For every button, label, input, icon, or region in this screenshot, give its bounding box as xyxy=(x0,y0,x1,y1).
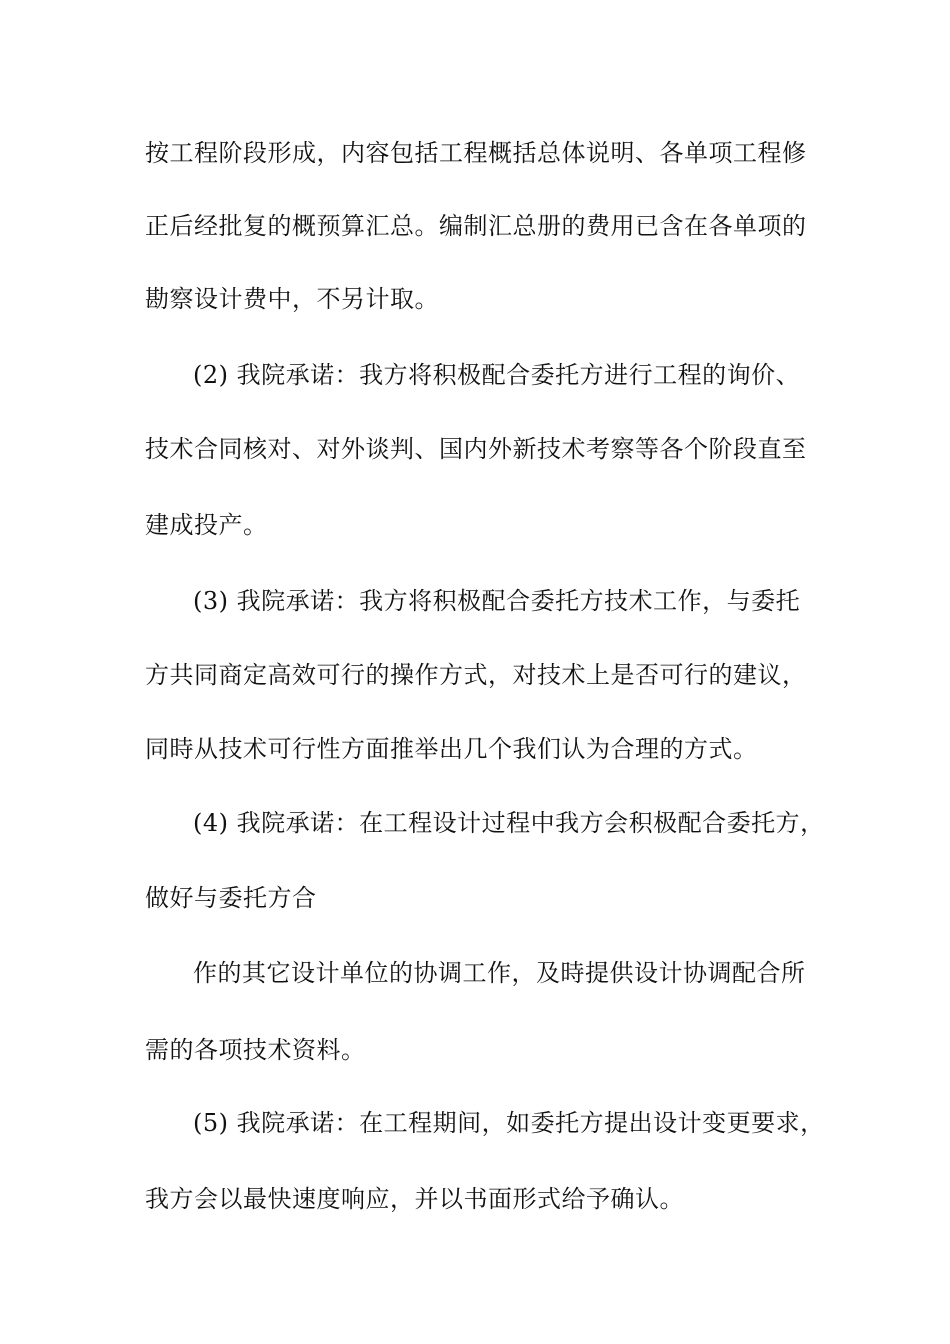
text-line: 建成投产。 xyxy=(145,511,268,539)
paragraph-3-start: (3) 我院承诺：我方将积极配合委托方技术工作，与委托 xyxy=(193,587,801,615)
text-line: 勘察设计费中，不另计取。 xyxy=(145,285,439,313)
text-line: 正后经批复的概预算汇总。编制汇总册的费用已含在各单项的 xyxy=(145,212,807,240)
paragraph-4-start: (4) 我院承诺：在工程设计过程中我方会积极配合委托方， xyxy=(193,809,825,837)
text-line: 我方会以最快速度响应，并以书面形式给予确认。 xyxy=(145,1185,684,1213)
text-line: 做好与委托方合 xyxy=(145,884,317,912)
paragraph-2-start: (2) 我院承诺：我方将积极配合委托方进行工程的询价、 xyxy=(193,361,801,389)
text-line: 需的各项技术资料。 xyxy=(145,1036,366,1064)
text-line: 技术合同核对、对外谈判、国内外新技术考察等各个阶段直至 xyxy=(145,435,807,463)
text-line: 按工程阶段形成，内容包括工程概括总体说明、各单项工程修 xyxy=(145,139,807,167)
text-line: 同時从技术可行性方面推举出几个我们认为合理的方式。 xyxy=(145,735,758,763)
paragraph-5-start: (5) 我院承诺：在工程期间，如委托方提出设计变更要求， xyxy=(193,1109,825,1137)
text-line: 作的其它设计单位的协调工作，及時提供设计协调配合所 xyxy=(193,959,806,987)
text-line: 方共同商定高效可行的操作方式，对技术上是否可行的建议， xyxy=(145,661,807,689)
